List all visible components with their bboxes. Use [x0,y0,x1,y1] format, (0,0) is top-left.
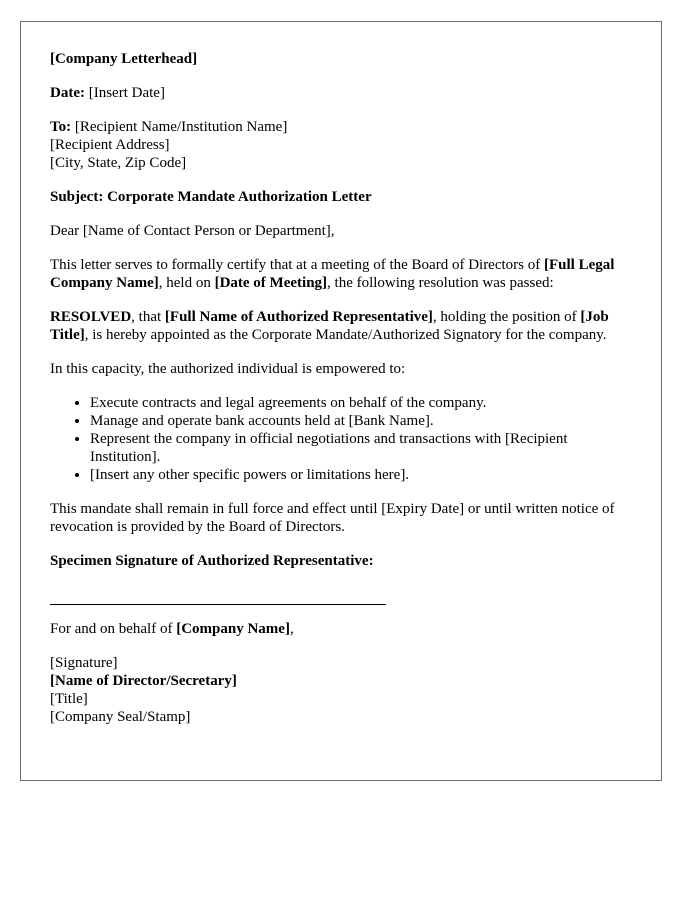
director-name-placeholder: [Name of Director/Secretary] [50,673,237,689]
powers-intro: In this capacity, the authorized individual is empowered to: [50,361,406,377]
company-name-placeholder: [Full Legal Company Name] [50,257,615,291]
certification-paragraph: This letter serves to formally certify that at a meeting of the Board of Directors of [Full Legal Company Name], held on [Date of Meeting], the following resolution was passed: [50,257,615,291]
job-title-placeholder: [Job Title] [50,309,609,343]
resolution-paragraph: RESOLVED, that [Full Name of Authorized Representative], holding the position of [Job Title], is hereby appointed as the Corporate Mandate/Authorized Signatory for the company. [50,309,609,343]
list-item: • [Insert any other specific powers or limitations here]. [90,466,640,484]
letter-page [20,21,662,781]
list-item: • Manage and operate bank accounts held at [Bank Name]. [90,412,640,430]
to-label: To: [50,119,72,135]
signature-placeholder: [Signature] [50,655,118,671]
validity-paragraph: This mandate shall remain in full force and effect until [Expiry Date] or until written notice of revocation is provided by the Board of Directors. [50,501,615,535]
recipient-address: [Recipient Address] [50,137,170,153]
representative-placeholder: [Full Name of Authorized Representative] [164,309,433,325]
letterhead: [Company Letterhead] [50,51,198,67]
behalf-company-placeholder: [Company Name] [176,621,290,637]
title-placeholder: [Title] [50,691,88,707]
closing-block [50,654,640,726]
date-label: Date: [50,85,85,101]
letter-body [50,50,640,726]
specimen-heading: Specimen Signature of Authorized Representative: [50,553,374,569]
recipient-city: [City, State, Zip Code] [50,155,187,171]
salutation: Dear [Name of Contact Person or Department], [50,223,335,239]
date-value: [Insert Date] [88,85,165,101]
powers-list [50,394,640,484]
resolved-keyword: RESOLVED [50,309,132,325]
recipient-name: [Recipient Name/Institution Name] [74,119,288,135]
behalf-line: For and on behalf of [Company Name], [50,621,294,637]
date-line [50,84,640,102]
meeting-date-placeholder: [Date of Meeting] [214,275,328,291]
signature-line [50,604,386,605]
list-item: • Execute contracts and legal agreements on behalf of the company. [90,394,640,412]
recipient-block [50,118,640,172]
list-item: • Represent the company in official negotiations and transactions with [Recipient Institution]. [90,430,640,466]
seal-placeholder: [Company Seal/Stamp] [50,709,191,725]
subject-line: Subject: Corporate Mandate Authorization Letter [50,189,372,205]
